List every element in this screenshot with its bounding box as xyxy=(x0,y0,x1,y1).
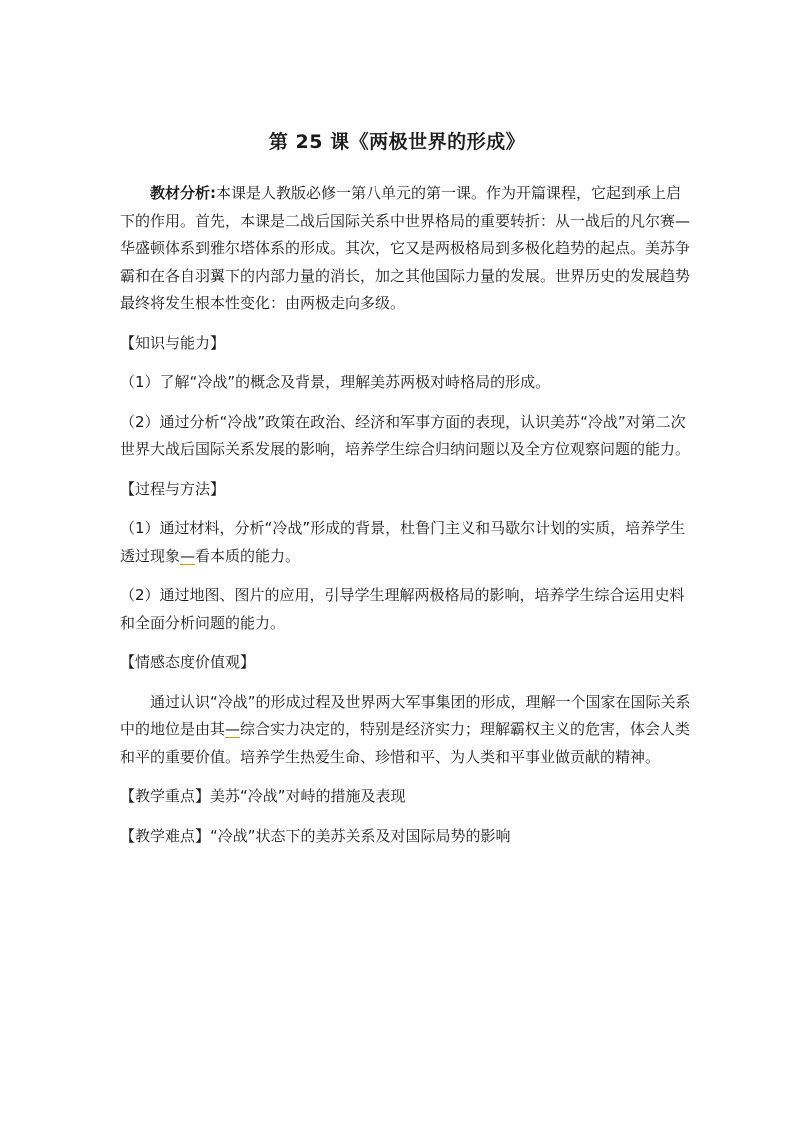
knowledge-item-2: （2）通过分析“冷战”政策在政治、经济和军事方面的表现，认识美苏“冷战”对第二次世界大战后国际关系发展的影响，培养学生综合归纳问题以及全方位观察问题的能力。 xyxy=(120,412,691,458)
difficulty-label: 【教学难点】 xyxy=(120,826,211,845)
knowledge-heading: 【知识与能力】 xyxy=(120,333,226,352)
difficulty-text: “冷战”状态下的美苏关系及对国际局势的影响 xyxy=(210,826,511,845)
process-heading: 【过程与方法】 xyxy=(120,479,226,498)
analysis-paragraph xyxy=(120,180,692,318)
emotion-text-a: 通过认识“冷战”的形成过程及世界两大军事集团的形成，理解一个国家在国际关系中的地位是由其 xyxy=(120,692,691,738)
emotion-mark: — xyxy=(225,720,241,738)
key-point-line xyxy=(120,783,692,811)
emotion-text-b: 综合实力决定的，特别是经济实力；理解霸权主义的危害，体会人类和平的重要价值。培养学生热爱生命、珍惜和平、为人类和平事业做贡献的精神。 xyxy=(120,720,691,766)
page-title: 第 25 课《两极世界的形成》 xyxy=(268,131,526,153)
key-point-text: 美苏“冷战”对峙的措施及表现 xyxy=(210,787,406,805)
emotion-paragraph xyxy=(120,689,692,772)
process-item-2: （2）通过地图、图片的应用，引导学生理解两极格局的影响，培养学生综合运用史料和全面分析问题的能力。 xyxy=(120,586,685,632)
process-item-1-text-b: 看本质的能力。 xyxy=(195,546,301,565)
process-item-1 xyxy=(120,515,692,570)
knowledge-item-1: （1）了解“冷战”的概念及背景，理解美苏两极对峙格局的形成。 xyxy=(120,373,551,391)
analysis-text: 本课是人教版必修一第八单元的第一课。作为开篇课程，它起到承上启下的作用。首先，本课是二战后国际关系中世界格局的重要转折：从一战后的凡尔赛—华盛顿体系到雅尔塔体系的形成。其次，它又是两极格局到多极化趋势的起点。美苏争霸和在各自羽翼下的内部力量的消长，加之其他国际力量的发展。世界历史的发展趋势最终将发生根本性变化：由两极走向多级。 xyxy=(120,184,691,312)
emotion-heading: 【情感态度价值观】 xyxy=(120,653,256,671)
process-item-1-mark: — xyxy=(180,546,196,565)
process-item-1-text-a: （1）通过材料，分析“冷战”形成的背景，杜鲁门主义和马歇尔计划的实质，培养学生透过现象 xyxy=(120,519,686,565)
analysis-label: 教材分析: xyxy=(150,184,216,202)
document-body xyxy=(120,180,692,850)
difficulty-line xyxy=(120,823,692,851)
key-point-label: 【教学重点】 xyxy=(120,787,211,805)
